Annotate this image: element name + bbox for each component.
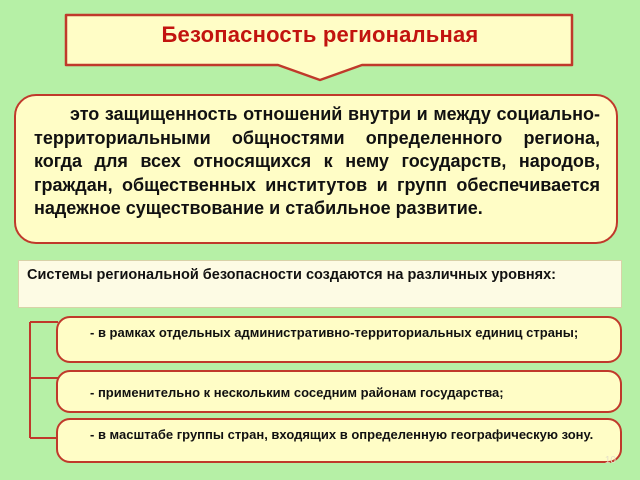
intro-text: Системы региональной безопасности создаются на различных уровнях: bbox=[27, 267, 556, 283]
definition-text: это защищенность отношений внутри и между социально-территориальными общностями определенного региона, когда для всех относящихся к нему государств, народов, граждан, общественных институтов и групп обеспечивается надежное существование и стабильное развитие. bbox=[34, 104, 600, 218]
level-item-text: - в рамках отдельных административно-территориальных единиц страны; bbox=[90, 325, 579, 340]
level-item bbox=[56, 418, 622, 463]
level-item bbox=[56, 370, 622, 413]
level-item bbox=[56, 316, 622, 363]
page-title: Безопасность региональная bbox=[161, 22, 479, 47]
intro-box bbox=[18, 260, 622, 308]
levels-bracket bbox=[28, 320, 58, 440]
level-item-text: - применительно к нескольким соседним районам государства; bbox=[90, 385, 504, 400]
definition-box bbox=[14, 94, 618, 244]
slide-number: 10 bbox=[604, 455, 616, 466]
level-item-text: - в масштабе группы стран, входящих в определенную географическую зону. bbox=[90, 427, 594, 442]
